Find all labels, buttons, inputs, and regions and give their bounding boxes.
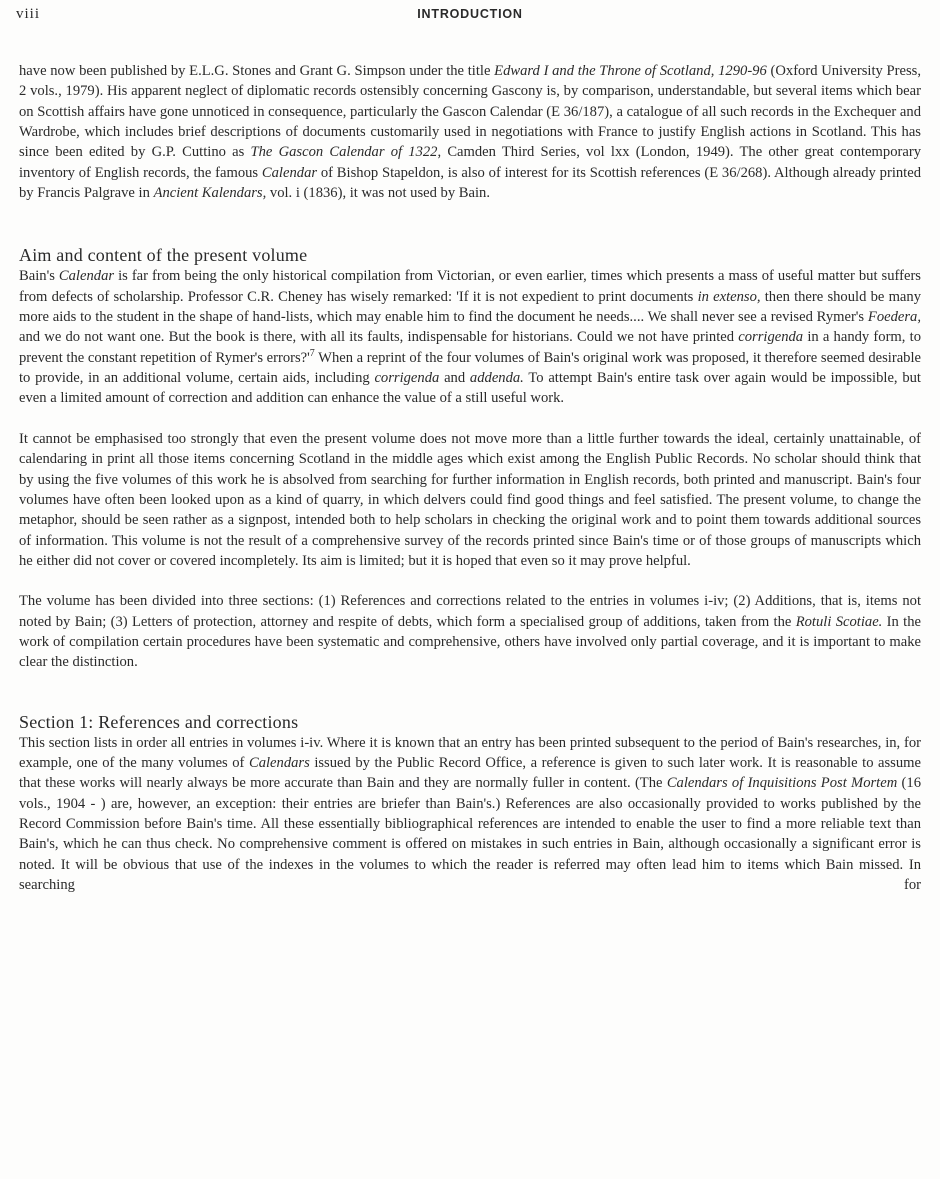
text-span: The volume has been divided into three sections: (1) References and corrections related to the entries in volumes i-iv; (2) Additions, that is, items not noted by Bain; (3) Letters of protection, attorney and respite of debts, which form a specialised group of additions, taken from the — [19, 593, 921, 630]
page-number: viii — [16, 6, 41, 22]
italic-term: in extenso, — [697, 288, 761, 305]
italic-term: Calendars of Inquisitions Post Mortem — [666, 775, 898, 792]
book-title: Edward I and the Throne of Scotland, 1290-96 — [494, 63, 767, 79]
text-span: This section lists in order all entries in volumes i-iv. Where it is known that an entry has been printed subsequent to the period of Bain's researches, in, for example, one of the many volumes of — [19, 734, 921, 771]
italic-term: Calendars — [248, 754, 310, 771]
text-span: issued by the Public Record Office, a reference is given to such later work. It is reasonable to assume that these works will nearly always be more accurate than Bain and they are normally fuller in content. (The — [19, 754, 921, 792]
text-span: Bain's — [19, 268, 59, 285]
paragraph-aim-3 — [19, 591, 921, 672]
text-span: and we do not want one. But the book is there, with all its faults, indispensable for historians. Could we not have printed — [19, 329, 739, 346]
italic-term: addenda. — [469, 370, 524, 387]
paragraph-continuation — [19, 61, 921, 203]
paragraph-section1-1 — [19, 733, 921, 896]
text-span: To attempt Bain's entire task over again would be impossible, but even a limited amount of correction and addition can enhance the value of a still useful work. — [19, 370, 921, 407]
text-span: In the work of compilation certain procedures have been systematic and comprehensive, others have involved only partial coverage, and it is important to make clear the distinction. — [19, 613, 921, 671]
book-title: The Gascon Calendar of 1322 — [250, 144, 438, 161]
italic-term: corrigenda — [374, 370, 440, 387]
body-text — [19, 61, 921, 895]
book-title: Ancient Kalendars, — [153, 185, 267, 202]
text-span: , Camden Third Series, vol lxx (London, 1949). The other great contemporary inventory of English records, the famous — [19, 144, 921, 181]
text-span: and — [439, 370, 470, 387]
footnote-marker: 7 — [309, 347, 315, 359]
text-span: When a reprint of the four volumes of Bain's original work was proposed, it therefore seemed desirable to provide, in an additional volume, certain aids, including — [19, 349, 922, 387]
paragraph-aim-2: It cannot be emphasised too strongly that even the present volume does not move more than a little further towards the ideal, certainly unattainable, of calendaring in print all those items concerning Scotland in the middle ages which exist among the English Public Records. No scholar should think that by using the five volumes of this work he is absolved from searching for further information in English records, both printed and manuscript. Bain's four volumes have often been looked upon as a kind of quarry, in which delvers could find good things and feel satisfied. The present volume, to change the metaphor, should be seen rather as a signpost, intended both to help scholars in checking the original work and to point them towards additional sources of information. This volume is not the result of a comprehensive survey of the records printed since Bain's time or of those groups of manuscripts which he either did not cover or covered incompletely. Its aim is limited; but it is hoped that even so it may prove helpful. — [19, 430, 921, 569]
text-span: in a handy form, to prevent the constant repetition of Rymer's errors?' — [19, 329, 921, 366]
italic-term: Foedera, — [867, 309, 921, 326]
text-span: of Bishop Stapeldon, is also of interest for its Scottish references (E 36/268). Although already printed by Francis Palgrave in — [19, 164, 922, 202]
book-title: Calendar — [261, 164, 318, 181]
text-span: (16 vols., 1904 - ) are, however, an exception: their entries are briefer than Bain's.) References are also occasionally provided to works published by the Record Commission before Bain's time. All these essentially bibliographical references are intended to enable the user to find a more reliable text than Bain's, which he can thus check. No comprehensive comment is offered on mistakes in such entries in Bain, although occasionally a significant error is noted. It will be obvious that use of the indexes in the volumes to which the reader is referred may often lead him to items which Bain missed. In searching for — [19, 775, 922, 893]
italic-term: Rotuli Scotiae. — [795, 613, 883, 630]
section-heading-references: Section 1: References and corrections — [19, 711, 299, 732]
paragraph-aim-1 — [19, 266, 921, 408]
text-span: is far from being the only historical compilation from Victorian, or even earlier, times which presents a mass of useful matter but suffers from defects of scholarship. Professor C.R. Cheney has wisely remarked: 'If it is not expedient to print documents — [19, 268, 921, 305]
section-heading-aim: Aim and content of the present volume — [19, 245, 308, 266]
text-span: have now been published by E.L.G. Stones and Grant G. Simpson under the title — [19, 63, 495, 79]
running-head: INTRODUCTION — [417, 7, 523, 21]
text-span: (Oxford University Press, 2 vols., 1979). His apparent neglect of diplomatic records ostensibly concerning Gascony is, by comparison, understandable, but several items which bear on Scottish affairs have gone unnoticed in consequence, particularly the Gascon Calendar (E 36/187), a catalogue of all such records in the Exchequer and Wardrobe, which includes brief descriptions of documents customarily used in negotiations with France to justify English actions in Scotland. This has since been edited by G.P. Cuttino as — [19, 63, 922, 161]
page-header — [16, 6, 924, 26]
italic-term: Calendar — [58, 268, 115, 285]
text-span: then there should be many more aids to the student in the shape of hand-lists, which may enable him to find the document he needs.... We shall never see a revised Rymer's — [19, 288, 921, 326]
text-span: vol. i (1836), it was not used by Bain. — [266, 185, 491, 202]
italic-term: corrigenda — [738, 329, 804, 346]
